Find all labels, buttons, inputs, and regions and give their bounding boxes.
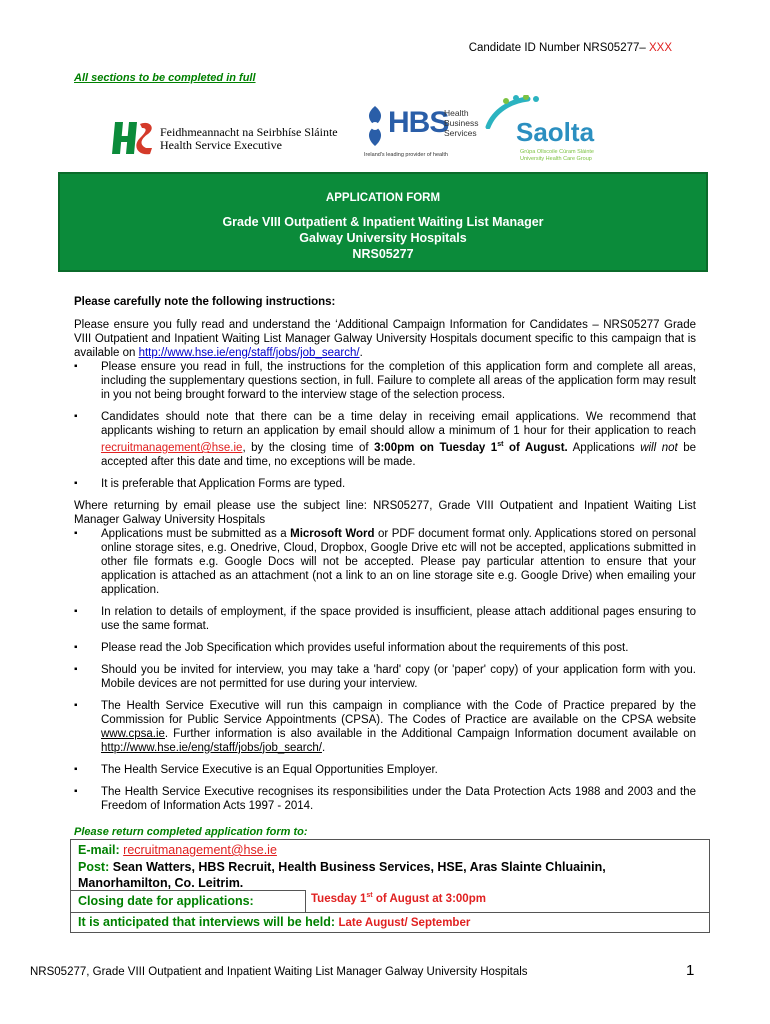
hse-english-name: Health Service Executive xyxy=(160,138,282,152)
all-sections-note: All sections to be completed in full xyxy=(74,72,256,84)
return-label: Please return completed application form to: xyxy=(74,826,308,838)
instructions-heading: Please carefully note the following instructions: xyxy=(74,296,336,308)
interview-row: It is anticipated that interviews will be held: Late August/ September xyxy=(78,915,471,929)
hospital-name: Galway University Hospitals xyxy=(299,231,467,245)
saolta-sub-irish: Grúpa Ollscoile Cúram Sláinte xyxy=(520,149,594,155)
hbs-tagline: Ireland's leading provider of health xyxy=(364,152,448,158)
list-item: ▪ Should you be invited for interview, you may take a 'hard' copy (or 'paper' copy) of your application form with you. Mobile devices are not permitted for use during your interview. xyxy=(74,663,696,691)
closing-date-value: Tuesday 1st of August at 3:00pm xyxy=(311,892,486,905)
closing-date-cell xyxy=(71,890,306,913)
job-search-link[interactable]: http://www.hse.ie/eng/staff/jobs/job_search/ xyxy=(138,347,360,359)
hse-emblem-icon xyxy=(112,118,156,158)
hbs-line3: Services xyxy=(444,128,477,138)
list-item: ▪ The Health Service Executive will run this campaign in compliance with the Code of Practice prepared by the Commission for Public Service Appointments (CPSA). The Codes of Practice are available on the CPSA website www.cpsa.ie. Further information is also available in the Additional Campaign Information document available on http://www.hse.ie/eng/staff/jobs/job_search/. xyxy=(74,699,696,755)
instructions xyxy=(74,295,696,813)
list-item: ▪ Candidates should note that there can be a time delay in receiving email applications. We recommend that applicants wishing to return an application by email should allow a minimum of 1 hour for their application to reach recruitmanagement@hse.ie, by the closing time of 3:00pm on Tuesday 1st of August. Applications will not be accepted after this date and time, no exceptions will be made. xyxy=(74,410,696,469)
page-footer: NRS05277, Grade VIII Outpatient and Inpatient Waiting List Manager Galway University Hospitals xyxy=(30,966,528,978)
form-title: APPLICATION FORM xyxy=(325,192,441,204)
saolta-logo xyxy=(482,95,622,167)
hbs-logo xyxy=(364,100,479,166)
return-email-link[interactable]: recruitmanagement@hse.ie xyxy=(123,843,277,857)
hbs-line2: Business xyxy=(444,118,479,128)
list-item: ▪ Please ensure you read in full, the instructions for the completion of this application form and complete all areas, including the supplementary questions section, in full. Failure to complete all areas of the application form may result in you not being brought forward to the interview stage of the selection process. xyxy=(74,360,696,402)
hbs-emblem-icon xyxy=(364,104,386,148)
post-title: Grade VIII Outpatient & Inpatient Waiting List Manager xyxy=(222,215,544,229)
saolta-name: Saolta xyxy=(516,117,595,147)
divider xyxy=(71,912,709,913)
page-number: 1 xyxy=(686,962,695,979)
application-banner xyxy=(58,172,708,272)
list-item: ▪ The Health Service Executive is an Equal Opportunities Employer. xyxy=(74,763,696,777)
campaign-ref: NRS05277 xyxy=(352,247,414,261)
intro-paragraph: Please ensure you fully read and understand the ‘Additional Campaign Information for Candidates – NRS05277 Grade VIII Outpatient and Inpatient Waiting List Manager Galway University Hospitals document specific to this campaign that is available on http://www.hse.ie/eng/staff/jobs/job_search/. xyxy=(74,319,696,359)
return-box xyxy=(70,839,710,933)
list-item: ▪ It is preferable that Application Forms are typed. xyxy=(74,477,696,491)
job-search-link-2[interactable]: http://www.hse.ie/eng/staff/jobs/job_search/ xyxy=(101,741,322,754)
return-email-row: E-mail: recruitmanagement@hse.ie xyxy=(78,843,277,857)
return-post-row: Post: Sean Watters, HBS Recruit, Health Business Services, HSE, Aras Slainte Chluainin, Manorhamilton, Co. Leitrim. xyxy=(78,860,606,890)
list-item: ▪ Applications must be submitted as a Microsoft Word or PDF document format only. Applications stored on personal online storage sites, e.g. Onedrive, Cloud, Dropbox, Google Drive etc will not be accepted, applications submitted in other file formats e.g. Google Docs will not be accepted. Please pay particular attention to ensure that your application is attached as an attachment (not a link to an on line storage site e.g. Google Drive) when emailing your application. xyxy=(74,527,696,597)
hbs-line1: Health xyxy=(444,108,469,118)
list-item: ▪ The Health Service Executive recognises its responsibilities under the Data Protection Acts 1988 and 2003 and the Freedom of Information Acts 1997 - 2014. xyxy=(74,785,696,813)
list-item: ▪ Please read the Job Specification which provides useful information about the requirements of this post. xyxy=(74,641,696,655)
subject-line-paragraph: Where returning by email please use the subject line: NRS05277, Grade VIII Outpatient and Inpatient Waiting List Manager Galway University Hospitals xyxy=(74,499,696,526)
closing-date-label: Closing date for applications: xyxy=(78,894,254,908)
hse-logo xyxy=(112,118,342,162)
hbs-mark: HBS xyxy=(388,106,449,139)
candidate-id: Candidate ID Number NRS05277– XXX xyxy=(468,42,672,54)
cpsa-link[interactable]: www.cpsa.ie xyxy=(101,727,165,740)
email-link[interactable]: recruitmanagement@hse.ie xyxy=(101,441,243,454)
saolta-sub-english: University Health Care Group xyxy=(520,156,592,162)
list-item: ▪ In relation to details of employment, if the space provided is insufficient, please attach additional pages ensuring to use the same format. xyxy=(74,605,696,633)
hse-irish-name: Feidhmeannacht na Seirbhíse Sláinte xyxy=(160,125,338,139)
